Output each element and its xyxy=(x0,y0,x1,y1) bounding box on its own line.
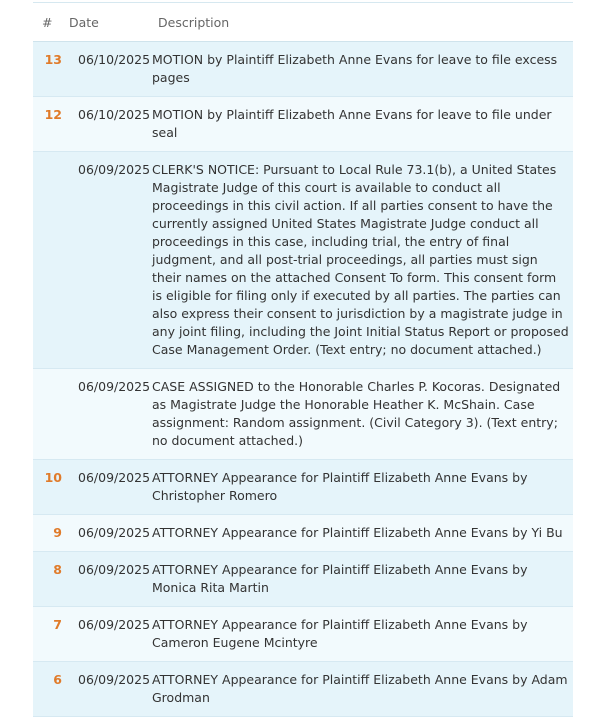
table-row[interactable] xyxy=(33,369,573,460)
entry-number xyxy=(33,161,69,359)
entry-date: 06/09/2025 xyxy=(78,562,151,577)
header-description: Description xyxy=(158,14,230,30)
table-row[interactable] xyxy=(33,97,573,152)
entry-description: ATTORNEY Appearance for Plaintiff Elizabeth Anne Evans by Christopher Romero xyxy=(152,470,528,503)
table-row[interactable] xyxy=(33,607,573,662)
table-header xyxy=(33,3,573,42)
header-number: # xyxy=(42,14,53,30)
entry-date: 06/09/2025 xyxy=(78,672,151,687)
docket-table xyxy=(33,2,573,717)
table-row[interactable] xyxy=(33,460,573,515)
table-row[interactable] xyxy=(33,662,573,717)
entry-date: 06/09/2025 xyxy=(78,379,151,394)
entry-description: ATTORNEY Appearance for Plaintiff Elizabeth Anne Evans by Monica Rita Martin xyxy=(152,562,528,595)
entry-number[interactable]: 12 xyxy=(44,107,62,122)
entry-description: MOTION by Plaintiff Elizabeth Anne Evans for leave to file under seal xyxy=(152,107,552,140)
table-row[interactable] xyxy=(33,515,573,552)
entry-number[interactable]: 6 xyxy=(53,672,62,687)
table-row[interactable] xyxy=(33,552,573,607)
entry-number[interactable]: 7 xyxy=(53,617,62,632)
entry-date: 06/09/2025 xyxy=(78,525,151,540)
entry-description: MOTION by Plaintiff Elizabeth Anne Evans for leave to file excess pages xyxy=(152,52,558,85)
entry-number[interactable]: 8 xyxy=(53,562,62,577)
header-date: Date xyxy=(69,14,99,30)
entry-date: 06/09/2025 xyxy=(78,617,151,632)
entry-description: ATTORNEY Appearance for Plaintiff Elizabeth Anne Evans by Yi Bu xyxy=(152,525,563,540)
entry-date: 06/09/2025 xyxy=(78,162,151,177)
table-row[interactable] xyxy=(33,152,573,369)
table-row[interactable] xyxy=(33,42,573,97)
entry-number[interactable]: 10 xyxy=(44,470,62,485)
entry-date: 06/10/2025 xyxy=(78,52,151,67)
entry-description: CASE ASSIGNED to the Honorable Charles P. Kocoras. Designated as Magistrate Judge the Honorable Heather K. McShain. Case assignment: Random assignment. (Civil Category 3). (Text entry; no document attached.) xyxy=(152,379,561,448)
entry-description: ATTORNEY Appearance for Plaintiff Elizabeth Anne Evans by Adam Grodman xyxy=(152,672,568,705)
entry-date: 06/09/2025 xyxy=(78,470,151,485)
entry-number xyxy=(33,378,69,450)
entry-description: CLERK'S NOTICE: Pursuant to Local Rule 73.1(b), a United States Magistrate Judge of this court is available to conduct all proceedings in this civil action. If all parties consent to have the currently assigned United States Magistrate Judge conduct all proceedings in this case, including trial, the entry of final judgment, and all post-trial proceedings, all parties must sign their names on the attached Consent To form. This consent form is eligible for filing only if executed by all parties. The parties can also express their consent to jurisdiction by a magistrate judge in any joint filing, including the Joint Initial Status Report or proposed Case Management Order. (Text entry; no document attached.) xyxy=(152,162,569,357)
entry-number[interactable]: 13 xyxy=(44,52,62,67)
entry-description: ATTORNEY Appearance for Plaintiff Elizabeth Anne Evans by Cameron Eugene Mcintyre xyxy=(152,617,528,650)
entry-number[interactable]: 9 xyxy=(53,525,62,540)
entry-date: 06/10/2025 xyxy=(78,107,151,122)
